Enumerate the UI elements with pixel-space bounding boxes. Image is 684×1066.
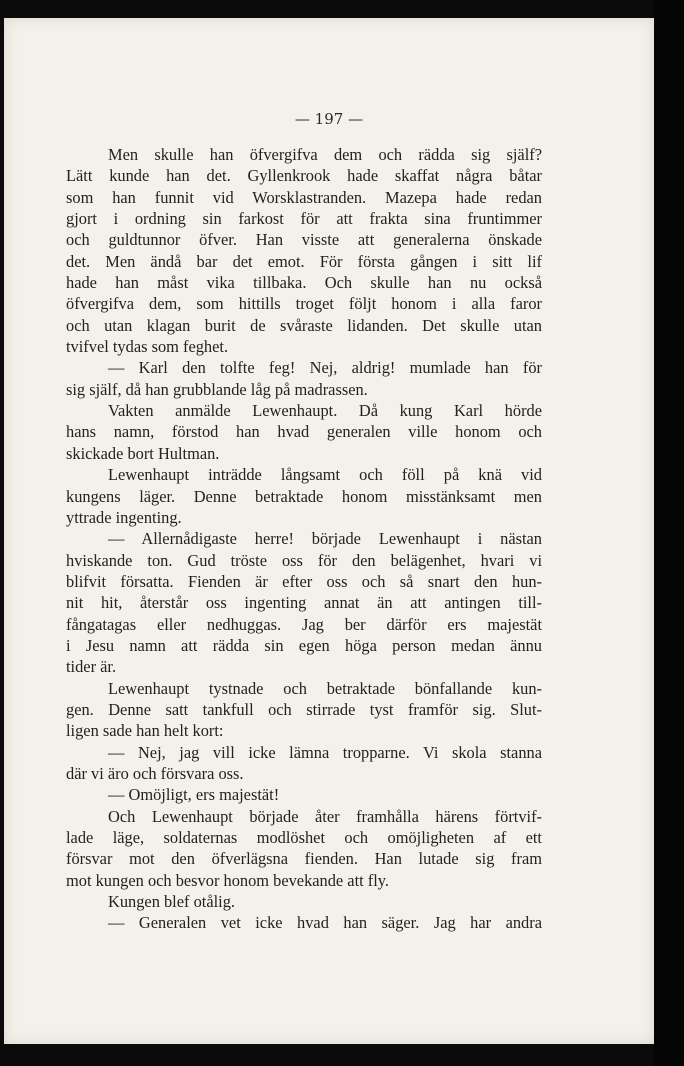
dark-background-edge [654,0,684,1066]
text-line: — Karl den tolfte feg! Nej, aldrig! mumlade han för [108,358,542,378]
text-line: och guldtunnor öfver. Han visste att generalerna önskade [66,230,542,250]
text-line: ligen sade han helt kort: [66,721,224,741]
text-line: det. Men ändå bar det emot. För första gången i sitt lif [66,251,542,271]
text-line: skickade bort Hultman. [66,443,220,463]
text-line: där vi äro och försvara oss. [66,763,244,783]
text-line: gen. Denne satt tankfull och stirrade tyst framför sig. Slut- [66,699,542,719]
text-line: sig själf, då han grubblande låg på madrassen. [66,379,368,399]
text-line: — Nej, jag vill icke lämna tropparne. Vi skola stanna [108,742,542,762]
text-line: tvifvel tydas som feghet. [66,337,229,357]
text-line: Men skulle han öfvergifva dem och rädda sig själf? [108,145,542,164]
text-line: öfvergifva dem, som hittills troget följt honom i alla faror [66,294,542,314]
text-line: yttrade ingenting. [66,507,182,527]
text-line: Lätt kunde han det. Gyllenkrook hade skaffat några båtar [66,166,542,186]
text-line: — Generalen vet icke hvad han säger. Jag har andra [108,913,542,933]
text-line: kungens läger. Denne betraktade honom misstänksamt men [66,486,542,506]
text-line: gjort i ordning sin farkost för att frakta sina fruntimmer [66,209,542,229]
text-line: Kungen blef otålig. [108,892,235,912]
text-line: som han funnit vid Worsklastranden. Mazepa hade redan [66,187,542,207]
text-line: Och Lewenhaupt började åter framhålla härens förtvif- [108,806,542,826]
body-text [66,144,542,934]
page-number: — 197 — [294,110,364,128]
text-line: försvar mot den öfverlägsna fienden. Han lutade sig fram [66,849,542,869]
text-line: i Jesu namn att rädda sin egen höga person medan ännu [66,635,542,655]
text-line: nit hit, återstår oss ingenting annat än att antingen till- [66,593,542,613]
text-line: hade han måst vika tillbaka. Och skulle han nu också [66,273,542,293]
text-line: blifvit försatta. Fienden är efter oss och så snart den hun- [66,571,542,591]
text-line: fångatagas eller nedhuggas. Jag ber därför ers majestät [66,614,542,634]
text-line: hviskande ton. Gud tröste oss för den belägenhet, hvari vi [66,550,542,570]
book-page [4,18,654,1044]
text-line: Lewenhaupt tystnade och betraktade bönfallande kun- [108,678,542,698]
text-line: tider är. [66,657,117,677]
text-line: lade läge, soldaternas modlöshet och omöjligheten af ett [66,828,542,847]
text-line: mot kungen och besvor honom bevekande att fly. [66,870,390,890]
text-line: — Allernådigaste herre! började Lewenhaupt i nästan [108,529,542,549]
text-line: Vakten anmälde Lewenhaupt. Då kung Karl hörde [108,401,542,421]
text-line: och utan klagan burit de svåraste lidanden. Det skulle utan [66,315,542,335]
text-line: — Omöjligt, ers majestät! [108,785,280,805]
text-line: Lewenhaupt inträdde långsamt och föll på knä vid [108,465,542,485]
text-line: hans namn, förstod han hvad generalen ville honom och [66,422,542,442]
